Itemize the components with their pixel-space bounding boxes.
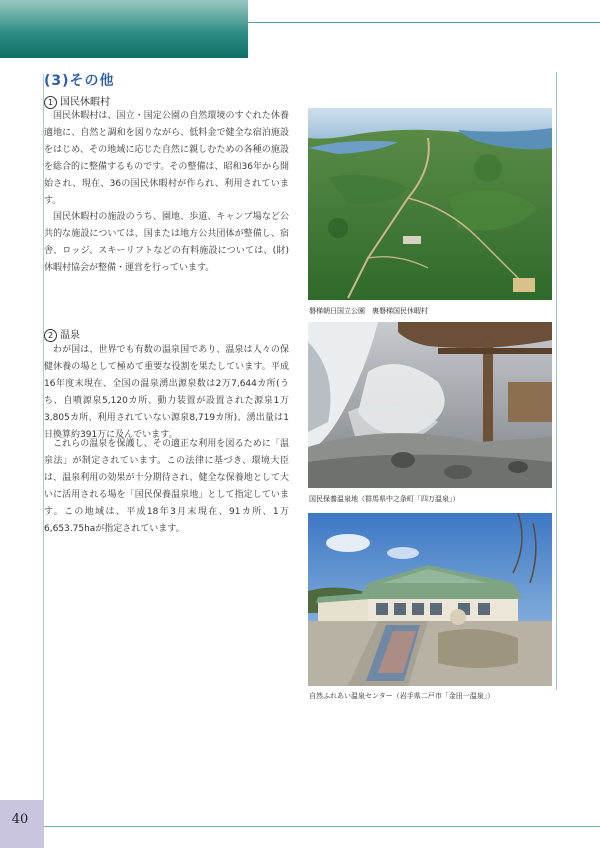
photo-shima-onsen — [308, 322, 552, 488]
photo-caption: 自然ふれあい温泉センター（岩手県二戸市「金田一温泉」） — [309, 692, 495, 700]
section-title: (3)その他 — [44, 73, 115, 89]
header-tab — [0, 0, 248, 58]
subsection-number: 1 — [44, 96, 57, 109]
photo-caption: 国民保養温泉地（群馬県中之条町「四万温泉」） — [309, 495, 460, 503]
paragraph: わが国は、世界でも有数の温泉国であり、温泉は人々の保健休養の場として極めて重要な役割を果たしています。平成16年度末現在、全国の温泉湧出源泉数は2万7,644カ所(うち、自噴源泉5,120カ所、動力装置が設置された源泉1万3,805カ所、利用されていない源泉8,719カ所)、湧出量は1日換算約391万に及んでいます。 — [44, 345, 289, 440]
subsection-heading-onsen — [44, 326, 80, 342]
header-line — [248, 22, 600, 23]
footer-line — [43, 826, 600, 827]
paragraph: 国民休暇村の施設のうち、園地、歩道、キャンプ場など公共的な施設については、国または地方公共団体が整備し、宿舎、ロッジ、スキーリフトなどの有料施設については、(財)休暇村協会が整備・運営を行っています。 — [44, 212, 289, 273]
photo-caption: 磐梯朝日国立公園 裏磐梯国民休暇村 — [309, 307, 428, 315]
paragraph: これらの温泉を保護し、その適正な利用を図るために「温泉法」が制定されています。この法律に基づき、環境大臣は、温泉利用の効果が十分期待され、健全な保養地として大いに活用される場を「国民保養温泉地」として指定しています。この地域は、平成18年3月末現在、91カ所、1万6,653.75haが指定されています。 — [44, 439, 289, 534]
paragraph: 国民休暇村は、国立・国定公園の自然環境のすぐれた休養適地に、自然と調和を図りながら、低料金で健全な宿泊施設をはじめ、その地域に応じた自然に親しむための各種の施設を総合的に整備するものです。その整備は、昭和36年から開始され、現在、36の国民休暇村が作られ、利用されています。 — [44, 111, 289, 206]
page-number: 40 — [11, 812, 29, 827]
photo-aerial-kyukamura — [308, 108, 552, 300]
subsection-heading-kyukamura — [44, 93, 110, 109]
subsection-heading-text: 国民休暇村 — [60, 97, 110, 108]
subsection-number: 2 — [44, 329, 57, 342]
right-margin-rule — [556, 72, 557, 690]
photo-kindaichi-onsen — [308, 513, 552, 686]
subsection-heading-text: 温泉 — [60, 330, 80, 341]
